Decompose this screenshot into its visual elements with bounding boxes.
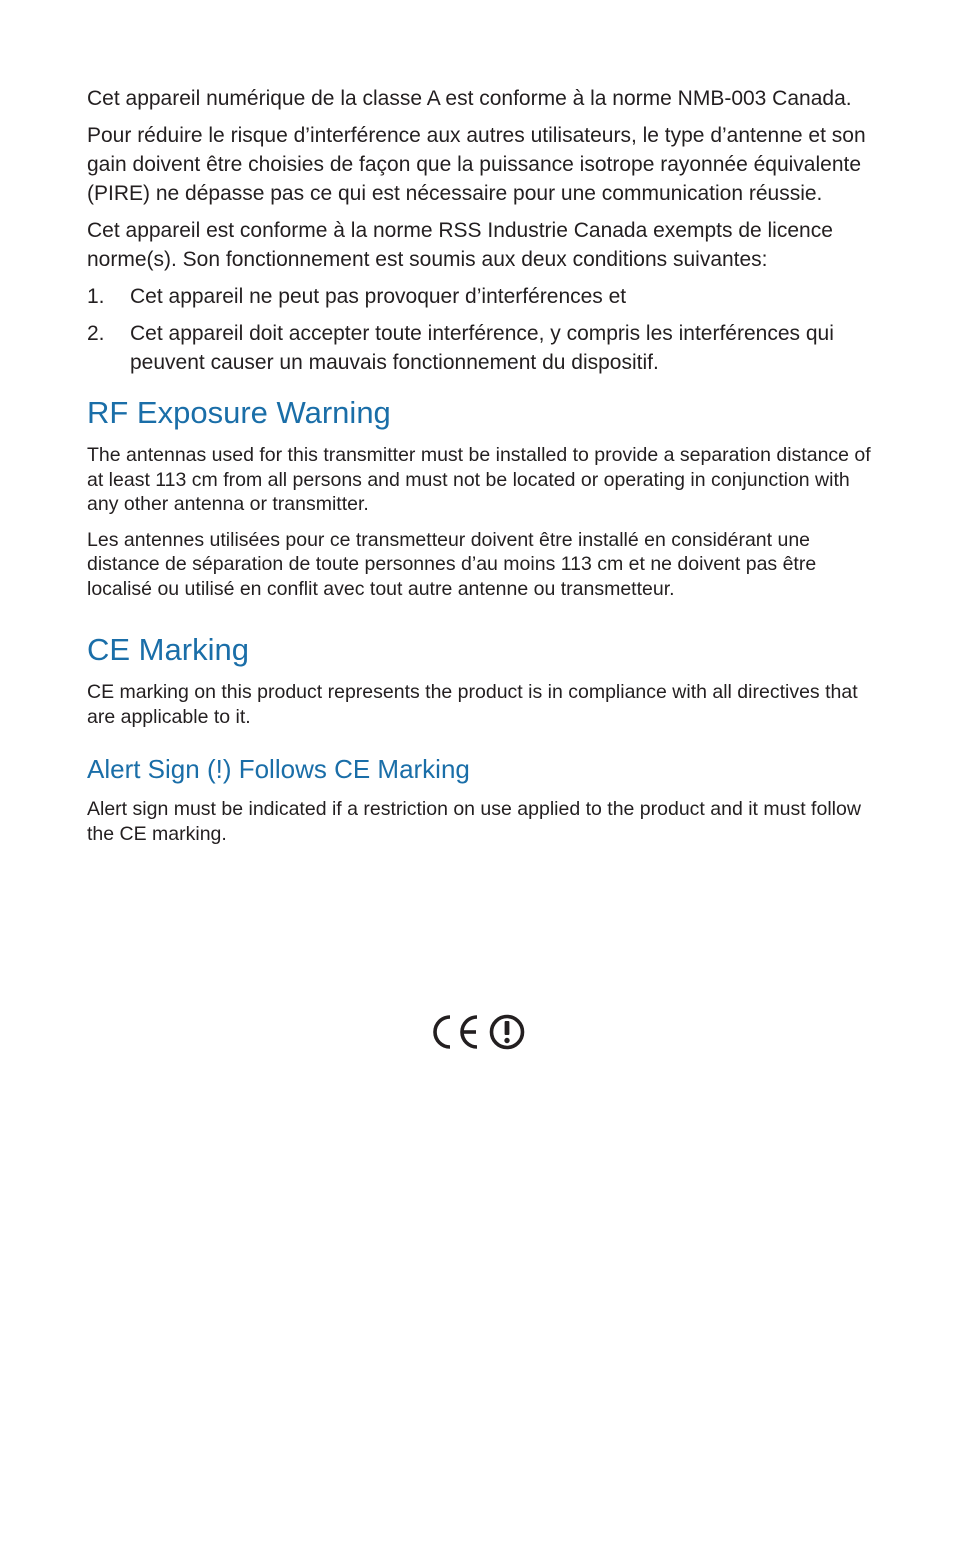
intro-paragraph-3: Cet appareil est conforme à la norme RSS Industrie Canada exempts de licence norme(s). Son fonctionnement est soumis aux deux conditions suivantes: — [87, 219, 833, 271]
list-item-text: Cet appareil doit accepter toute interférence, y compris les interférences qui peuvent causer un mauvais fonctionnement du dispositif. — [130, 322, 834, 374]
rf-exposure-heading: RF Exposure Warning — [87, 395, 391, 430]
ce-alert-mark-icon — [431, 1012, 525, 1052]
list-item-text: Cet appareil ne peut pas provoquer d’interférences et — [130, 285, 627, 308]
ce-marking-paragraph: CE marking on this product represents the product is in compliance with all directives that are applicable to it. — [87, 681, 858, 728]
intro-paragraph-1: Cet appareil numérique de la classe A est conforme à la norme NMB-003 Canada. — [87, 87, 852, 110]
list-item — [87, 319, 877, 377]
conditions-list — [87, 282, 877, 377]
alert-sign-heading: Alert Sign (!) Follows CE Marking — [87, 754, 470, 784]
list-item-number: 1. — [87, 285, 105, 308]
list-item-number: 2. — [87, 322, 105, 345]
ce-marking-heading: CE Marking — [87, 632, 249, 667]
document-body — [87, 84, 877, 846]
intro-paragraph-2: Pour réduire le risque d’interférence aux autres utilisateurs, le type d’antenne et son gain doivent être choisies de façon que la puissance isotrope rayonnée équivalente (PIRE) ne dépasse pas ce qui est nécessaire pour une communication réussie. — [87, 124, 866, 205]
rf-exposure-paragraph-fr: Les antennes utilisées pour ce transmetteur doivent être installé en considérant une distance de séparation de toute personnes d’au moins 113 cm et ne doivent pas être localisé ou utilisé en conflit avec tout autre antenne ou transmetteur. — [87, 528, 817, 600]
alert-sign-paragraph: Alert sign must be indicated if a restriction on use applied to the product and it must follow the CE marking. — [87, 798, 861, 845]
list-item — [87, 282, 877, 311]
rf-exposure-paragraph-en: The antennas used for this transmitter must be installed to provide a separation distance of at least 113 cm from all persons and must not be located or operating in conjunction with any other antenna or transmitter. — [87, 444, 871, 515]
